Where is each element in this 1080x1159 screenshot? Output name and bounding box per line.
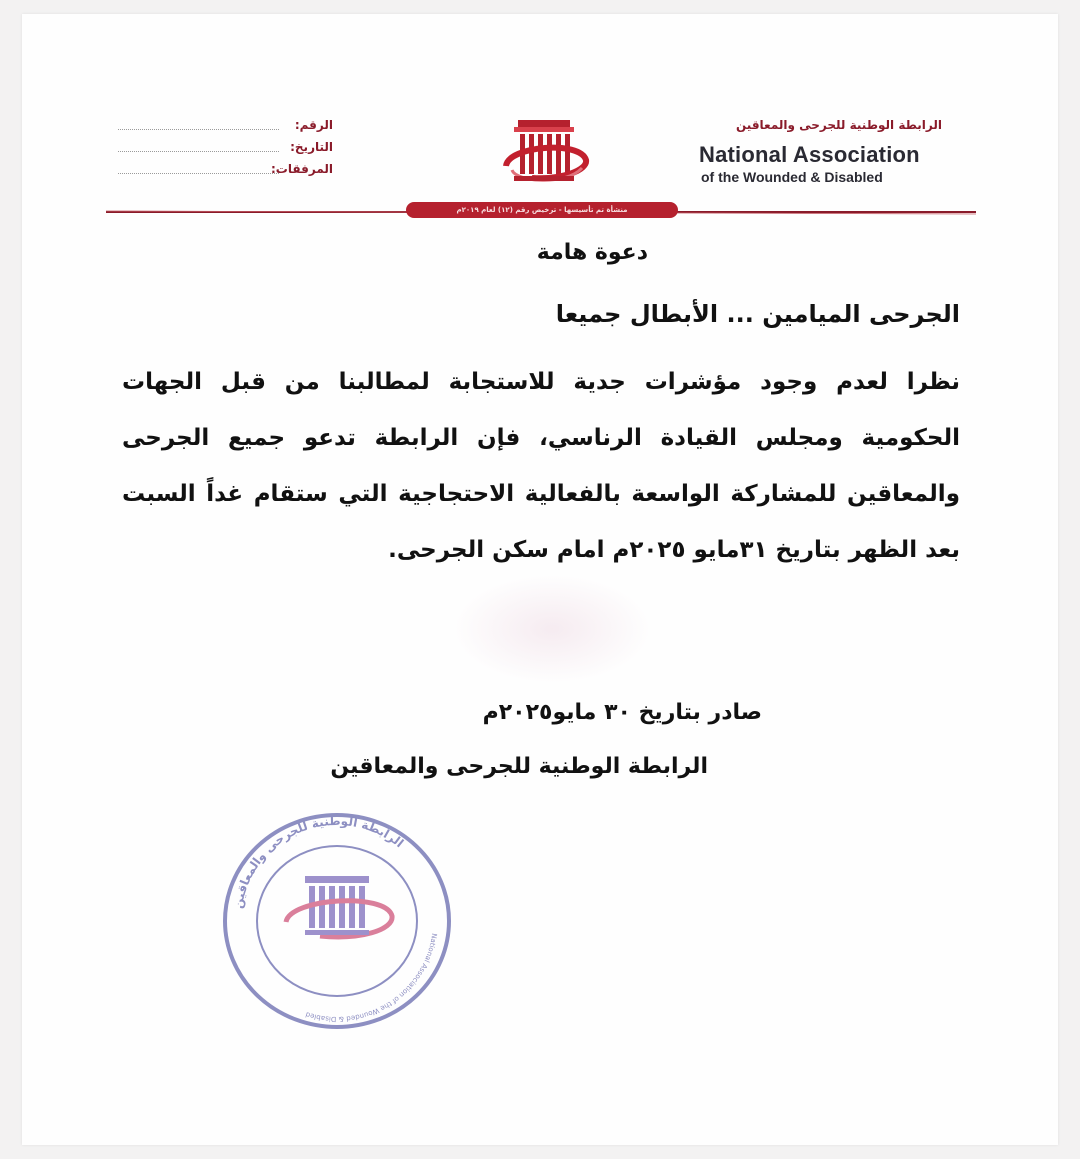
ref-attachments-field bbox=[118, 162, 333, 182]
ref-attachments-label: المرفقات: bbox=[271, 162, 333, 176]
ref-number-line bbox=[118, 129, 279, 130]
letter-page bbox=[22, 14, 1058, 1145]
svg-text:National Association of the Wo bbox=[305, 933, 439, 1023]
org-name-english: National Association bbox=[699, 142, 920, 167]
document-title: دعوة هامة bbox=[536, 240, 648, 265]
ref-number-field bbox=[118, 118, 333, 138]
paper-smudge bbox=[452, 574, 652, 684]
signature-organization: الرابطة الوطنية للجرحى والمعاقين bbox=[330, 754, 708, 779]
ref-attachments-line bbox=[118, 173, 279, 174]
official-stamp-icon bbox=[210, 806, 464, 1036]
registration-badge: منشأة تم تأسيسها - ترخيص رقم (١٢) لعام ٢٠١٩م bbox=[406, 202, 678, 218]
org-name-arabic: الرابطة الوطنية للجرحى والمعاقين bbox=[736, 118, 942, 132]
body-paragraph: نظرا لعدم وجود مؤشرات جدية للاستجابة لمطالبنا من قبل الجهات الحكومية ومجلس القيادة الرناسي، فإن الرابطة تدعو جميع الجرحى والمعاقين للمشاركة الواسعة بالفعالية الاحتجاجية التي ستقام غداً السبت بعد الظهر بتاريخ ٣١مايو ٢٠٢٥م امام سكن الجرحى. bbox=[122, 369, 960, 563]
issue-date: صادر بتاريخ ٣٠ مايو٢٠٢٥م bbox=[482, 700, 762, 725]
ref-date-label: التاريخ: bbox=[290, 140, 333, 154]
ref-date-field bbox=[118, 140, 333, 160]
ref-date-line bbox=[118, 151, 279, 152]
ref-number-label: الرقم: bbox=[294, 118, 333, 132]
salutation: الجرحى الميامين ... الأبطال جميعا bbox=[555, 300, 960, 328]
svg-text:الرابطة الوطنية للجرحى والمعاق bbox=[231, 814, 407, 910]
association-logo-icon bbox=[492, 110, 596, 196]
stamp-arabic-text: الرابطة الوطنية للجرحى والمعاقين bbox=[230, 813, 407, 910]
org-name-english-subtitle: of the Wounded & Disabled bbox=[701, 169, 883, 185]
stamp-english-text: National Association of the Wounded & Disabled bbox=[304, 932, 439, 1024]
